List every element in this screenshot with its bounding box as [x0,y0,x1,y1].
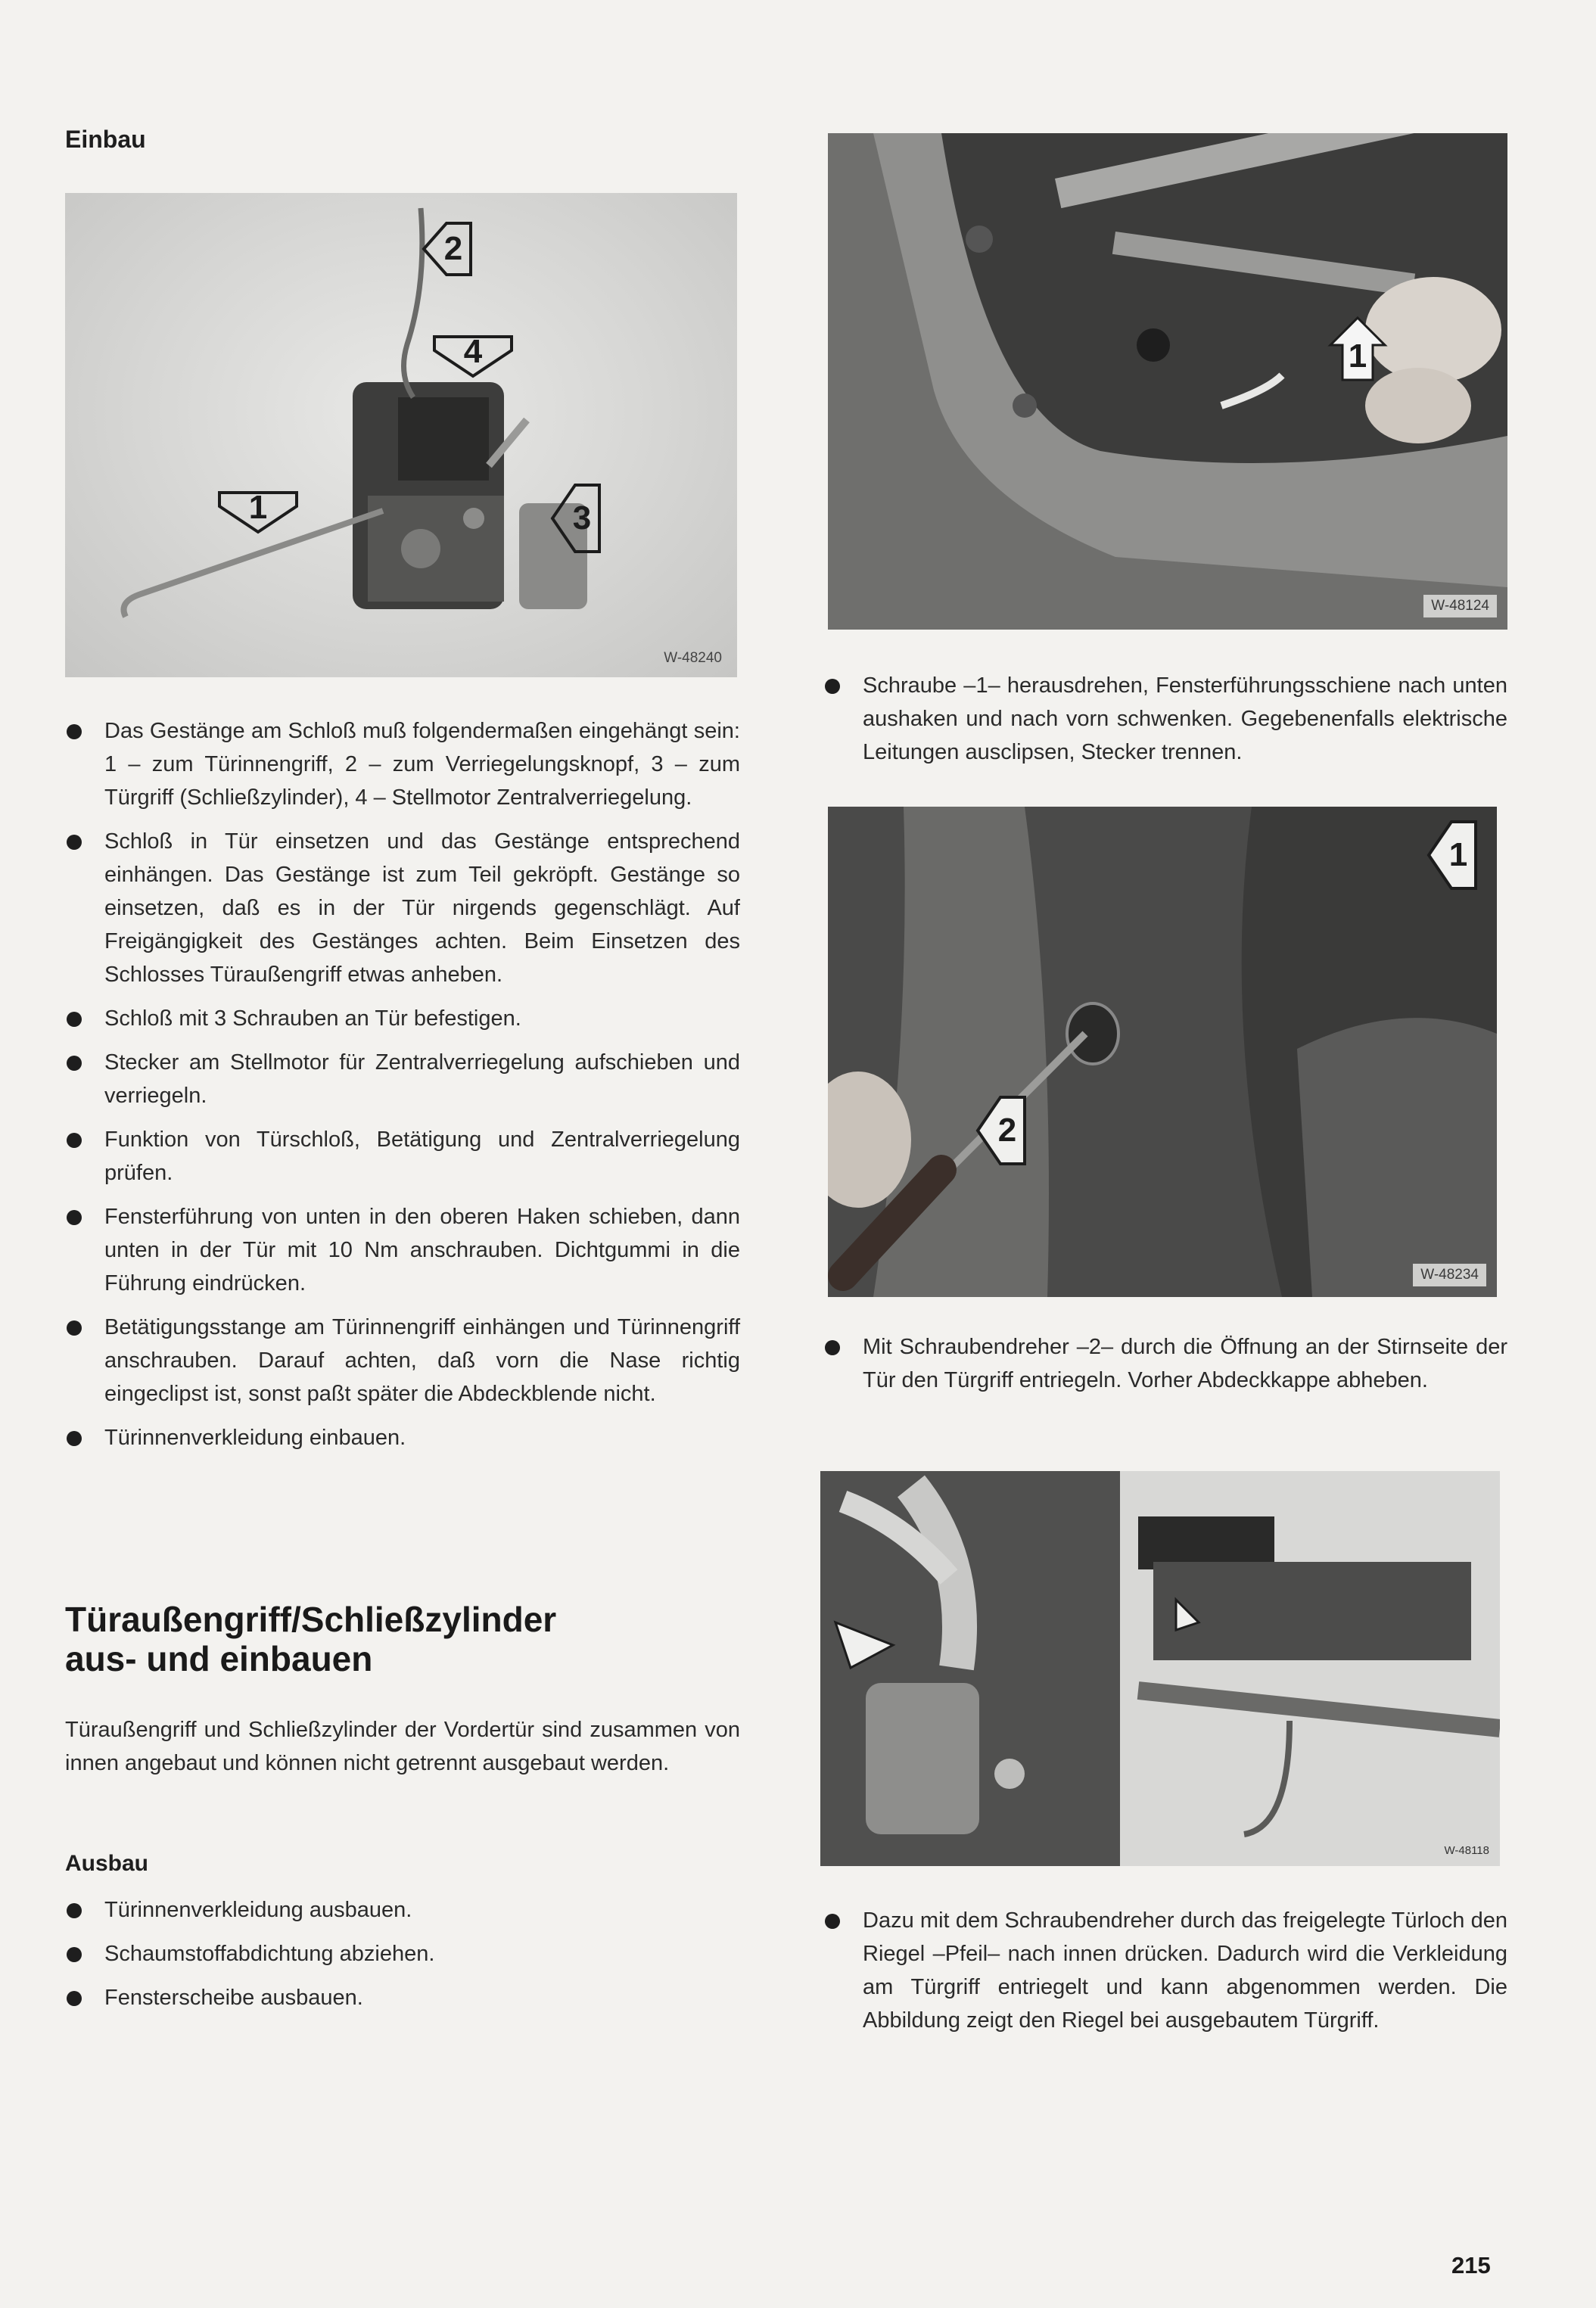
lock-illustration [65,193,737,677]
fig2-caption [823,669,1507,779]
list-item: Türinnenverkleidung einbauen. [65,1421,740,1454]
list-item: Dazu mit dem Schraubendreher durch das freigelegte Türloch den Riegel –Pfeil– nach innen drücken. Dadurch wird die Verkleidung am Türgriff entriegelt und kann abgenommen werden. Die Abbildung zeigt den Riegel bei ausgebautem Türgriff. [823,1904,1507,2037]
section-title-line2: aus- und einbauen [65,1639,373,1678]
figure-door-rail [828,133,1507,630]
callout-1: 1 [1327,315,1388,383]
ausbau-bullet-list [65,1893,740,2025]
door-rail-illustration [828,133,1507,630]
fig3-caption [823,1330,1507,1408]
list-item: Schloß mit 3 Schrauben an Tür befestigen. [65,1002,740,1035]
list-item: Betätigungsstange am Türinnengriff einhängen und Türinnengriff anschrauben. Darauf achten, daß vorn die Nase richtig eingeclipst ist, sonst paßt später die Abdeckblende nicht. [65,1311,740,1411]
fig4-caption [823,1904,1507,2048]
sub-heading-ausbau: Ausbau [65,1851,149,1876]
callout-3: 3 [549,481,602,556]
section-label: Einbau [65,126,146,153]
callout-2: 2 [975,1093,1028,1168]
figure-screwdriver [828,807,1497,1297]
list-item: Stecker am Stellmotor für Zentralverriegelung aufschieben und verriegeln. [65,1046,740,1112]
list-item: Fensterscheibe ausbauen. [65,1981,740,2014]
latch-illustration [820,1471,1500,1866]
section-intro: Türaußengriff und Schließzylinder der Vordertür sind zusammen von innen angebaut und können nicht getrennt ausgebaut werden. [65,1718,740,1775]
section-title-line1: Türaußengriff/Schließzylinder [65,1600,557,1639]
callout-2: 2 [421,219,474,279]
figure-code: W-48118 [1444,1844,1489,1857]
list-item: Mit Schraubendreher –2– durch die Öffnung an der Stirnseite der Tür den Türgriff entriegeln. Vorher Abdeckkappe abheben. [823,1330,1507,1397]
list-item: Schaumstoffabdichtung abziehen. [65,1937,740,1971]
figure-code: W-48234 [1413,1264,1486,1286]
list-item: Türinnenverkleidung ausbauen. [65,1893,740,1927]
list-item: Schraube –1– herausdrehen, Fensterführungsschiene nach unten aushaken und nach vorn schwenken. Gegebenenfalls elektrische Leitungen ausclipsen, Stecker trennen. [823,669,1507,769]
list-item: Funktion von Türschloß, Betätigung und Zentralverriegelung prüfen. [65,1123,740,1190]
list-item: Fensterführung von unten in den oberen Haken schieben, dann unten in der Tür mit 10 Nm anschrauben. Dichtgummi in die Führung eindrücken. [65,1200,740,1300]
figure-code: W-48240 [664,650,722,666]
list-item: Schloß in Tür einsetzen und das Gestänge entsprechend einhängen. Das Gestänge ist zum Teil gekröpft. Gestänge so einsetzen, daß es in der Tür nirgends gegenschlägt. Auf Freigängigkeit des Gestänges achten. Beim Einsetzen des Schlosses Türaußengriff etwas anheben. [65,825,740,991]
figure-lock-assembly [65,193,737,677]
callout-1: 1 [216,490,300,535]
left-bullet-list [65,714,740,1465]
page-number: 215 [1451,2252,1491,2278]
figure-code: W-48124 [1423,595,1497,617]
section-title [65,1600,746,1678]
figure-latch [820,1471,1500,1866]
list-item: Das Gestänge am Schloß muß folgendermaßen eingehängt sein: 1 – zum Türinnengriff, 2 – zum Verriegelungsknopf, 3 – zum Türgriff (Schließzylinder), 4 – Stellmotor Zentralverriegelung. [65,714,740,814]
callout-4: 4 [431,334,515,379]
screwdriver-illustration [828,807,1497,1297]
callout-1: 1 [1426,817,1479,893]
